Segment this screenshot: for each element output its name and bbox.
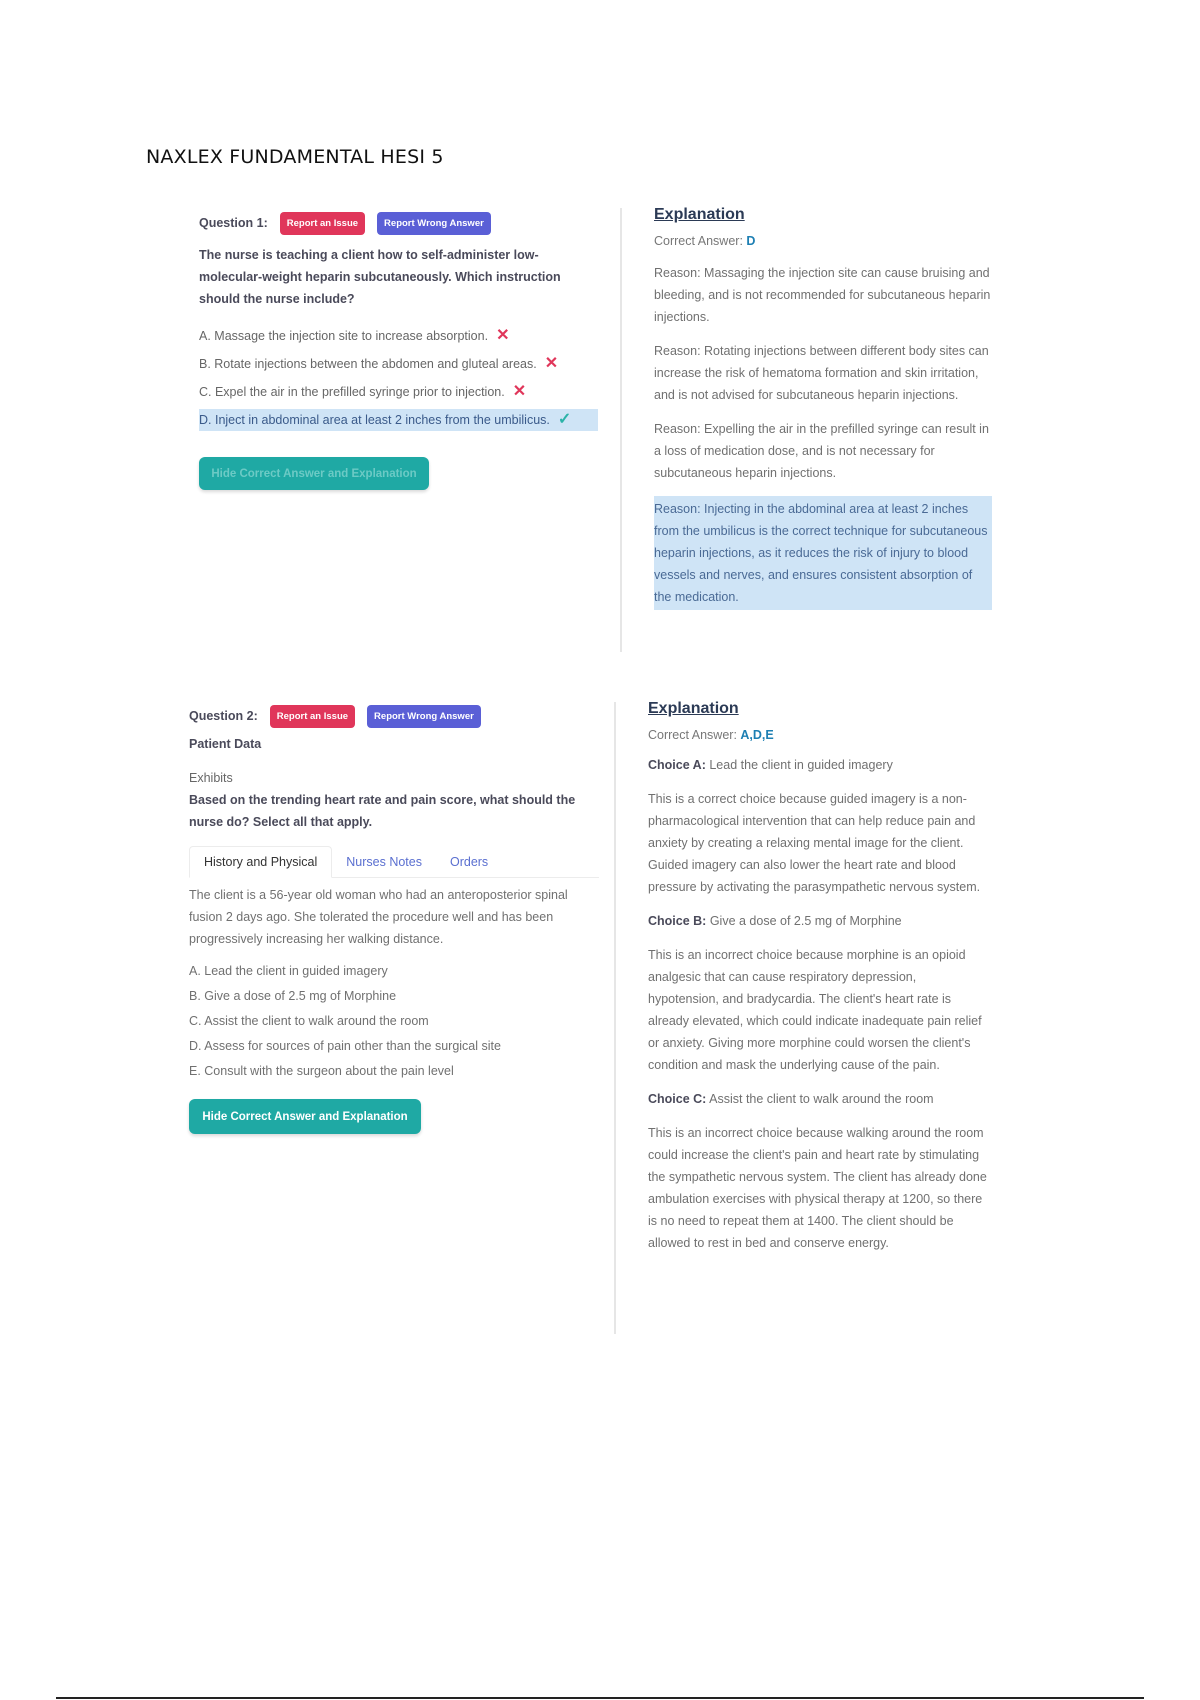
report-wrong-answer-button[interactable]: Report Wrong Answer	[367, 705, 481, 728]
explanation-title: Explanation	[654, 206, 745, 223]
choice-text: Give a dose of 2.5 mg of Morphine	[709, 914, 902, 928]
option-b[interactable]	[199, 350, 599, 378]
correct-answer-value: D	[746, 234, 756, 248]
choice-label: Choice A:	[648, 758, 706, 772]
explanation-2-panel	[648, 700, 990, 1254]
wrong-x-icon: ✕	[512, 383, 527, 400]
option-text: C. Expel the air in the prefilled syringe prior to injection.	[199, 385, 505, 399]
document-title: NAXLEX FUNDAMENTAL HESI 5	[146, 146, 444, 168]
question-label: Question 2:	[189, 709, 258, 723]
choice-a-heading	[648, 754, 990, 776]
page-bottom-rule	[56, 1697, 1144, 1699]
report-wrong-answer-button[interactable]: Report Wrong Answer	[377, 212, 491, 235]
reason-d-highlighted: Reason: Injecting in the abdominal area at least 2 inches from the umbilicus is the correct technique for subcutaneous heparin injections, as it reduces the risk of injury to blood vessels and nerves, and ensures consistent absorption of the medication.	[654, 496, 992, 610]
option-text: D. Inject in abdominal area at least 2 inches from the umbilicus.	[199, 413, 550, 427]
correct-check-icon: ✓	[557, 411, 572, 428]
exhibits-label: Exhibits	[189, 771, 233, 785]
question-2-header	[189, 703, 599, 729]
question-text: Based on the trending heart rate and pain score, what should the nurse do? Select all that apply.	[189, 793, 576, 829]
correct-answer-label: Correct Answer:	[654, 234, 743, 248]
option-c[interactable]	[199, 378, 599, 406]
question-2-panel	[189, 703, 599, 1134]
question-1-header	[199, 210, 599, 236]
wrong-x-icon: ✕	[544, 355, 559, 372]
option-text: A. Massage the injection site to increase absorption.	[199, 329, 489, 343]
choice-text: Lead the client in guided imagery	[709, 758, 893, 772]
choice-a-explanation: This is a correct choice because guided imagery is a non-pharmacological intervention that can help reduce pain and anxiety by creating a relaxing mental image for the client. Guided imagery can also lower the heart rate and blood pressure by activating the parasympathetic nervous system.	[648, 792, 981, 894]
option-d[interactable]	[199, 409, 598, 431]
choice-c-explanation: This is an incorrect choice because walking around the room could increase the client's pain and heart rate by stimulating the sympathetic nervous system. The client has already done ambulation exercises with physical therapy at 1200, so there is no need to repeat them at 1400. The client should be allowed to rest in bed and conserve energy.	[648, 1126, 987, 1250]
explanation-1-panel	[654, 206, 992, 610]
tab-nurses-notes[interactable]: Nurses Notes	[346, 855, 422, 869]
hide-answer-button[interactable]: Hide Correct Answer and Explanation	[199, 457, 429, 490]
tab-orders[interactable]: Orders	[449, 855, 489, 869]
reason-b: Reason: Rotating injections between different body sites can increase the risk of hematoma formation and skin irritation, and is not advised for subcutaneous heparin injections.	[654, 344, 989, 402]
report-issue-button[interactable]: Report an Issue	[270, 705, 355, 728]
hide-answer-button[interactable]: Hide Correct Answer and Explanation	[189, 1099, 421, 1134]
option-text: B. Rotate injections between the abdomen and gluteal areas.	[199, 357, 537, 371]
divider	[614, 702, 616, 1334]
correct-answer-label: Correct Answer:	[648, 728, 737, 742]
option-c[interactable]: C. Assist the client to walk around the room	[189, 1013, 429, 1028]
choice-b-explanation: This is an incorrect choice because morphine is an opioid analgesic that can cause respiratory depression, hypotension, and bradycardia. The client's heart rate is already elevated, which could indicate inadequate pain relief or anxiety. Giving more morphine could worsen the client's condition and mask the underlying cause of the pain.	[648, 948, 982, 1072]
choice-label: Choice B:	[648, 914, 707, 928]
exhibit-tabs	[189, 843, 599, 878]
reason-a: Reason: Massaging the injection site can cause bruising and bleeding, and is not recommended for subcutaneous heparin injections.	[654, 266, 991, 324]
explanation-title: Explanation	[648, 700, 739, 717]
correct-answer	[648, 728, 990, 742]
wrong-x-icon: ✕	[496, 327, 510, 344]
correct-answer-value: A,D,E	[740, 728, 774, 742]
choice-b-heading	[648, 910, 990, 932]
option-e[interactable]: E. Consult with the surgeon about the pain level	[189, 1063, 454, 1078]
history-text: The client is a 56-year old woman who had an anteroposterior spinal fusion 2 days ago. She tolerated the procedure well and has been progressively increasing her walking distance.	[189, 888, 568, 946]
patient-data-label: Patient Data	[189, 737, 262, 751]
correct-answer	[654, 234, 992, 248]
reason-c: Reason: Expelling the air in the prefilled syringe can result in a loss of medication dose, and is not necessary for subcutaneous heparin injections.	[654, 422, 989, 480]
option-a[interactable]: A. Lead the client in guided imagery	[189, 963, 388, 978]
divider	[620, 208, 622, 652]
tab-history-physical[interactable]: History and Physical	[189, 846, 332, 878]
option-d[interactable]: D. Assess for sources of pain other than the surgical site	[189, 1038, 501, 1053]
choice-text: Assist the client to walk around the room	[709, 1092, 934, 1106]
option-b[interactable]: B. Give a dose of 2.5 mg of Morphine	[189, 988, 397, 1003]
option-a[interactable]	[199, 322, 599, 350]
question-1-panel	[199, 210, 599, 490]
choice-c-heading	[648, 1088, 990, 1110]
question-text: The nurse is teaching a client how to self-administer low-molecular-weight heparin subcutaneously. Which instruction should the nurse include?	[199, 248, 561, 306]
choice-label: Choice C:	[648, 1092, 707, 1106]
question-label: Question 1:	[199, 216, 268, 230]
report-issue-button[interactable]: Report an Issue	[280, 212, 365, 235]
